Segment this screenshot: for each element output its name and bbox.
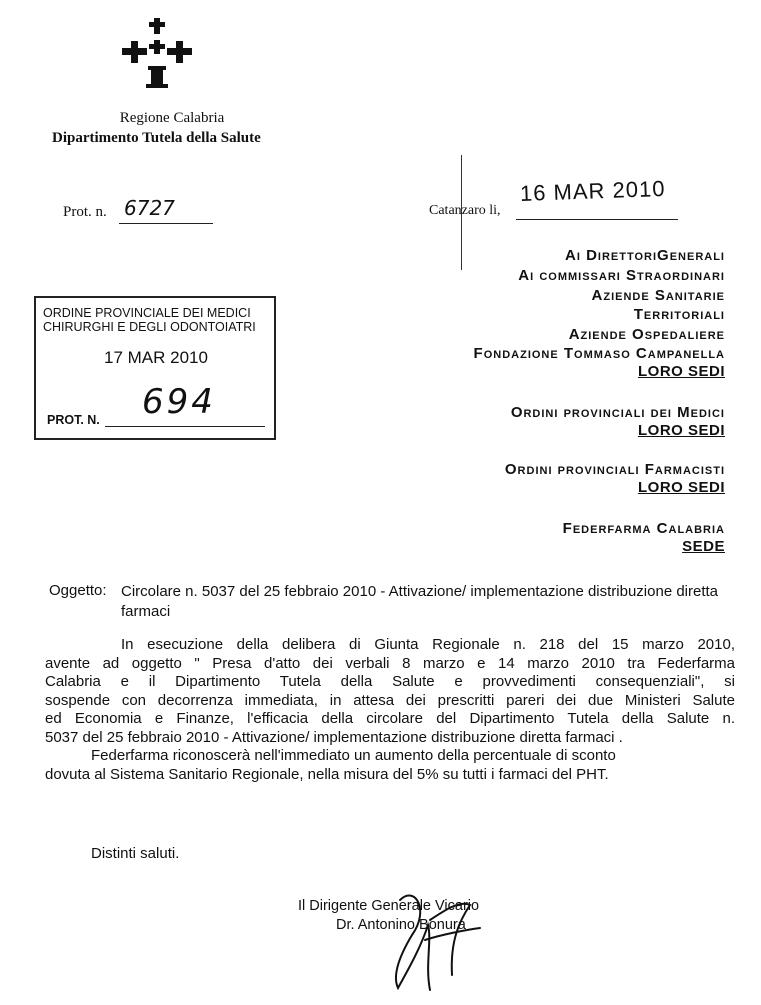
subject-text: Circolare n. 5037 del 25 febbraio 2010 - Attivazione/ implementazione distribuzione diretta farmaci	[121, 583, 719, 620]
recipient-sede: LORO SEDI	[637, 422, 725, 439]
date-underline	[516, 219, 678, 220]
signer-name: Dr. Antonino Bonura	[336, 917, 466, 933]
body-line: avente ad oggetto " Presa d'atto dei verbali 8 marzo e 14 marzo 2010 tra Federfarma	[45, 654, 735, 672]
letter-body	[45, 636, 735, 784]
recipient-sede: SEDE	[682, 538, 725, 555]
recipient-line: Ai DirettoriGenerali	[565, 247, 725, 264]
department-name: Dipartimento Tutela della Salute	[52, 130, 261, 146]
body-line: sospende con decorrenza immediata, in attesa dei prescritti pareri dei due Ministeri Salute	[45, 691, 735, 709]
place-label: Catanzaro li,	[429, 203, 501, 218]
body-line: ed Economia e Finanze, l'efficacia della circolare del Dipartimento Tutela della Salute n.	[45, 710, 735, 727]
protocol-number: 6727	[124, 196, 175, 220]
recipient-line: Territoriali	[633, 306, 725, 323]
body-line: Federfarma riconoscerà nell'immediato un aumento della percentuale di sconto	[91, 747, 616, 764]
recipient-line: Aziende Ospedaliere	[568, 326, 725, 343]
body-line: 5037 del 25 febbraio 2010 - Attivazione/ implementazione distribuzione diretta farmaci .	[45, 728, 623, 746]
stamp-prot-label: PROT. N.	[47, 413, 100, 427]
recipient-line: Ordini provinciali dei Medici	[510, 404, 725, 421]
recipient-sede: LORO SEDI	[637, 479, 725, 496]
stamp-prot-underline	[105, 426, 265, 427]
recipient-line: Ordini provinciali Farmacisti	[504, 461, 725, 478]
recipient-line: Federfarma Calabria	[562, 520, 725, 537]
closing-salutation: Distinti saluti.	[91, 845, 180, 862]
region-name: Regione Calabria	[119, 110, 225, 126]
stamp-org-line1: ORDINE PROVINCIALE DEI MEDICI	[43, 306, 251, 320]
protocol-label: Prot. n.	[63, 204, 107, 220]
recipient-line: Aziende Sanitarie	[591, 287, 725, 304]
recipient-line: Ai commissari Straordinari	[518, 267, 725, 284]
regional-crest-icon	[118, 16, 196, 92]
stamp-prot-number: 694	[142, 382, 216, 422]
recipient-line: Fondazione Tommaso Campanella	[473, 345, 725, 362]
signer-title: Il Dirigente Generale Vicario	[298, 898, 480, 914]
stamp-org-line2: CHIRURGHI E DEGLI ODONTOIATRI	[43, 320, 256, 334]
stamp-date: 17 MAR 2010	[104, 348, 208, 367]
subject-label: Oggetto:	[49, 582, 107, 599]
body-line: dovuta al Sistema Sanitario Regionale, nella misura del 5% su tutti i farmaci del PHT.	[45, 765, 609, 783]
protocol-underline	[119, 223, 213, 224]
body-line: Calabria e il Dipartimento Tutela della Salute e provvedimenti consequenziali", si	[45, 673, 735, 690]
body-line: In esecuzione della delibera di Giunta Regionale n. 218 del 15 marzo 2010,	[121, 636, 735, 653]
recipient-sede: LORO SEDI	[637, 363, 725, 380]
date-stamp: 16 MAR 2010	[519, 175, 666, 206]
